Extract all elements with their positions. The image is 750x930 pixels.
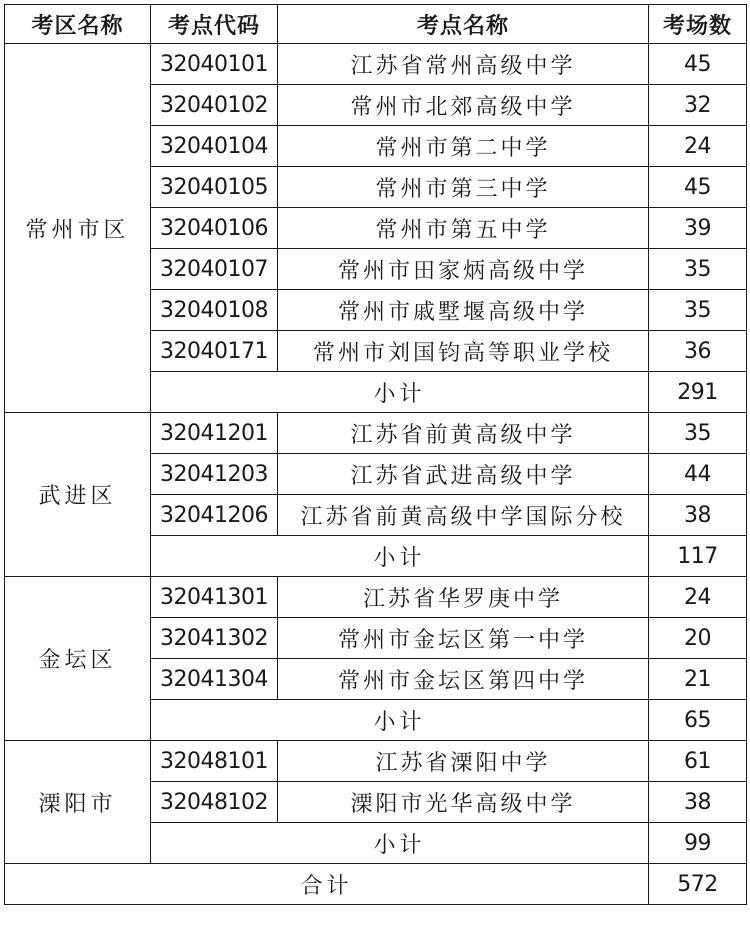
table-row (5, 741, 747, 782)
table-row (5, 577, 747, 618)
site-name: 溧阳市光华高级中学 (278, 782, 649, 823)
district-name: 溧阳市 (5, 741, 151, 864)
subtotal-value: 99 (649, 823, 747, 864)
site-name: 常州市第三中学 (278, 167, 649, 208)
room-count: 39 (649, 208, 747, 249)
site-code: 32040101 (151, 44, 278, 85)
room-count: 24 (649, 577, 747, 618)
room-count: 21 (649, 659, 747, 700)
room-count: 32 (649, 85, 747, 126)
district-name: 武进区 (5, 413, 151, 577)
site-code: 32041206 (151, 495, 278, 536)
site-name: 常州市金坛区第四中学 (278, 659, 649, 700)
site-code: 32041302 (151, 618, 278, 659)
site-name: 常州市北郊高级中学 (278, 85, 649, 126)
subtotal-value: 65 (649, 700, 747, 741)
header-count: 考场数 (649, 5, 747, 44)
subtotal-value: 117 (649, 536, 747, 577)
site-name: 江苏省前黄高级中学国际分校 (278, 495, 649, 536)
table-header-row (5, 5, 747, 44)
room-count: 24 (649, 126, 747, 167)
site-code: 32040171 (151, 331, 278, 372)
site-name: 江苏省武进高级中学 (278, 454, 649, 495)
exam-site-table (4, 4, 747, 905)
site-name: 常州市戚墅堰高级中学 (278, 290, 649, 331)
site-code: 32041301 (151, 577, 278, 618)
site-code: 32048102 (151, 782, 278, 823)
table-row (5, 44, 747, 85)
site-name: 江苏省前黄高级中学 (278, 413, 649, 454)
subtotal-label: 小计 (151, 536, 649, 577)
table-row (5, 413, 747, 454)
site-code: 32040106 (151, 208, 278, 249)
site-name: 常州市第五中学 (278, 208, 649, 249)
subtotal-label: 小计 (151, 372, 649, 413)
site-code: 32041203 (151, 454, 278, 495)
site-name: 常州市田家炳高级中学 (278, 249, 649, 290)
room-count: 45 (649, 167, 747, 208)
total-row (5, 864, 747, 905)
site-code: 32040107 (151, 249, 278, 290)
district-name: 金坛区 (5, 577, 151, 741)
room-count: 36 (649, 331, 747, 372)
room-count: 38 (649, 782, 747, 823)
site-name: 江苏省华罗庚中学 (278, 577, 649, 618)
subtotal-value: 291 (649, 372, 747, 413)
site-name: 江苏省常州高级中学 (278, 44, 649, 85)
site-code: 32048101 (151, 741, 278, 782)
header-district: 考区名称 (5, 5, 151, 44)
header-name: 考点名称 (278, 5, 649, 44)
site-name: 常州市刘国钧高等职业学校 (278, 331, 649, 372)
room-count: 35 (649, 413, 747, 454)
room-count: 35 (649, 249, 747, 290)
site-code: 32041201 (151, 413, 278, 454)
site-code: 32040104 (151, 126, 278, 167)
site-name: 常州市第二中学 (278, 126, 649, 167)
room-count: 45 (649, 44, 747, 85)
site-code: 32041304 (151, 659, 278, 700)
total-label: 合计 (5, 864, 649, 905)
room-count: 35 (649, 290, 747, 331)
room-count: 38 (649, 495, 747, 536)
table-body (5, 44, 747, 864)
header-code: 考点代码 (151, 5, 278, 44)
site-code: 32040102 (151, 85, 278, 126)
total-value: 572 (649, 864, 747, 905)
site-name: 常州市金坛区第一中学 (278, 618, 649, 659)
subtotal-label: 小计 (151, 700, 649, 741)
room-count: 44 (649, 454, 747, 495)
site-code: 32040105 (151, 167, 278, 208)
subtotal-label: 小计 (151, 823, 649, 864)
site-code: 32040108 (151, 290, 278, 331)
district-name: 常州市区 (5, 44, 151, 413)
site-name: 江苏省溧阳中学 (278, 741, 649, 782)
room-count: 20 (649, 618, 747, 659)
room-count: 61 (649, 741, 747, 782)
